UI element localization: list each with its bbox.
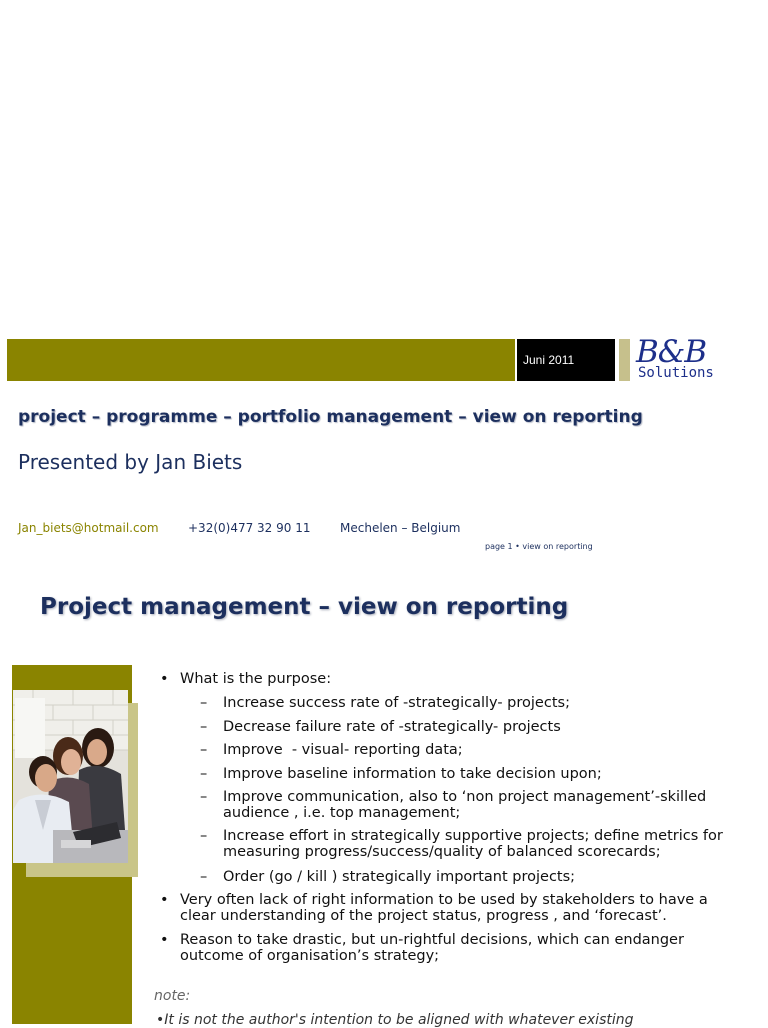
slide-title: Project management – view on reporting	[40, 594, 569, 620]
page-reference: page 1 • view on reporting	[485, 542, 593, 551]
logo-subtitle: Solutions	[638, 365, 714, 381]
contact-location: Mechelen – Belgium	[340, 521, 461, 535]
presenter-line: Presented by Jan Biets	[18, 450, 243, 474]
note-text: •It is not the author's intention to be aligned with whatever existing	[156, 1012, 634, 1028]
header-accent-bar	[619, 339, 630, 381]
company-logo	[636, 335, 744, 385]
logo-wordmark: B&B	[636, 334, 707, 370]
note-label: note:	[154, 988, 191, 1004]
header-date: Juni 2011	[523, 353, 575, 367]
contact-phone: +32(0)477 32 90 11	[188, 521, 311, 535]
team-photo	[13, 690, 128, 863]
team-photo-illustration	[13, 690, 128, 863]
contact-email[interactable]: Jan_biets@hotmail.com	[18, 521, 159, 535]
cover-title: project – programme – portfolio management – view on reporting	[18, 407, 643, 427]
header-band	[7, 339, 515, 381]
